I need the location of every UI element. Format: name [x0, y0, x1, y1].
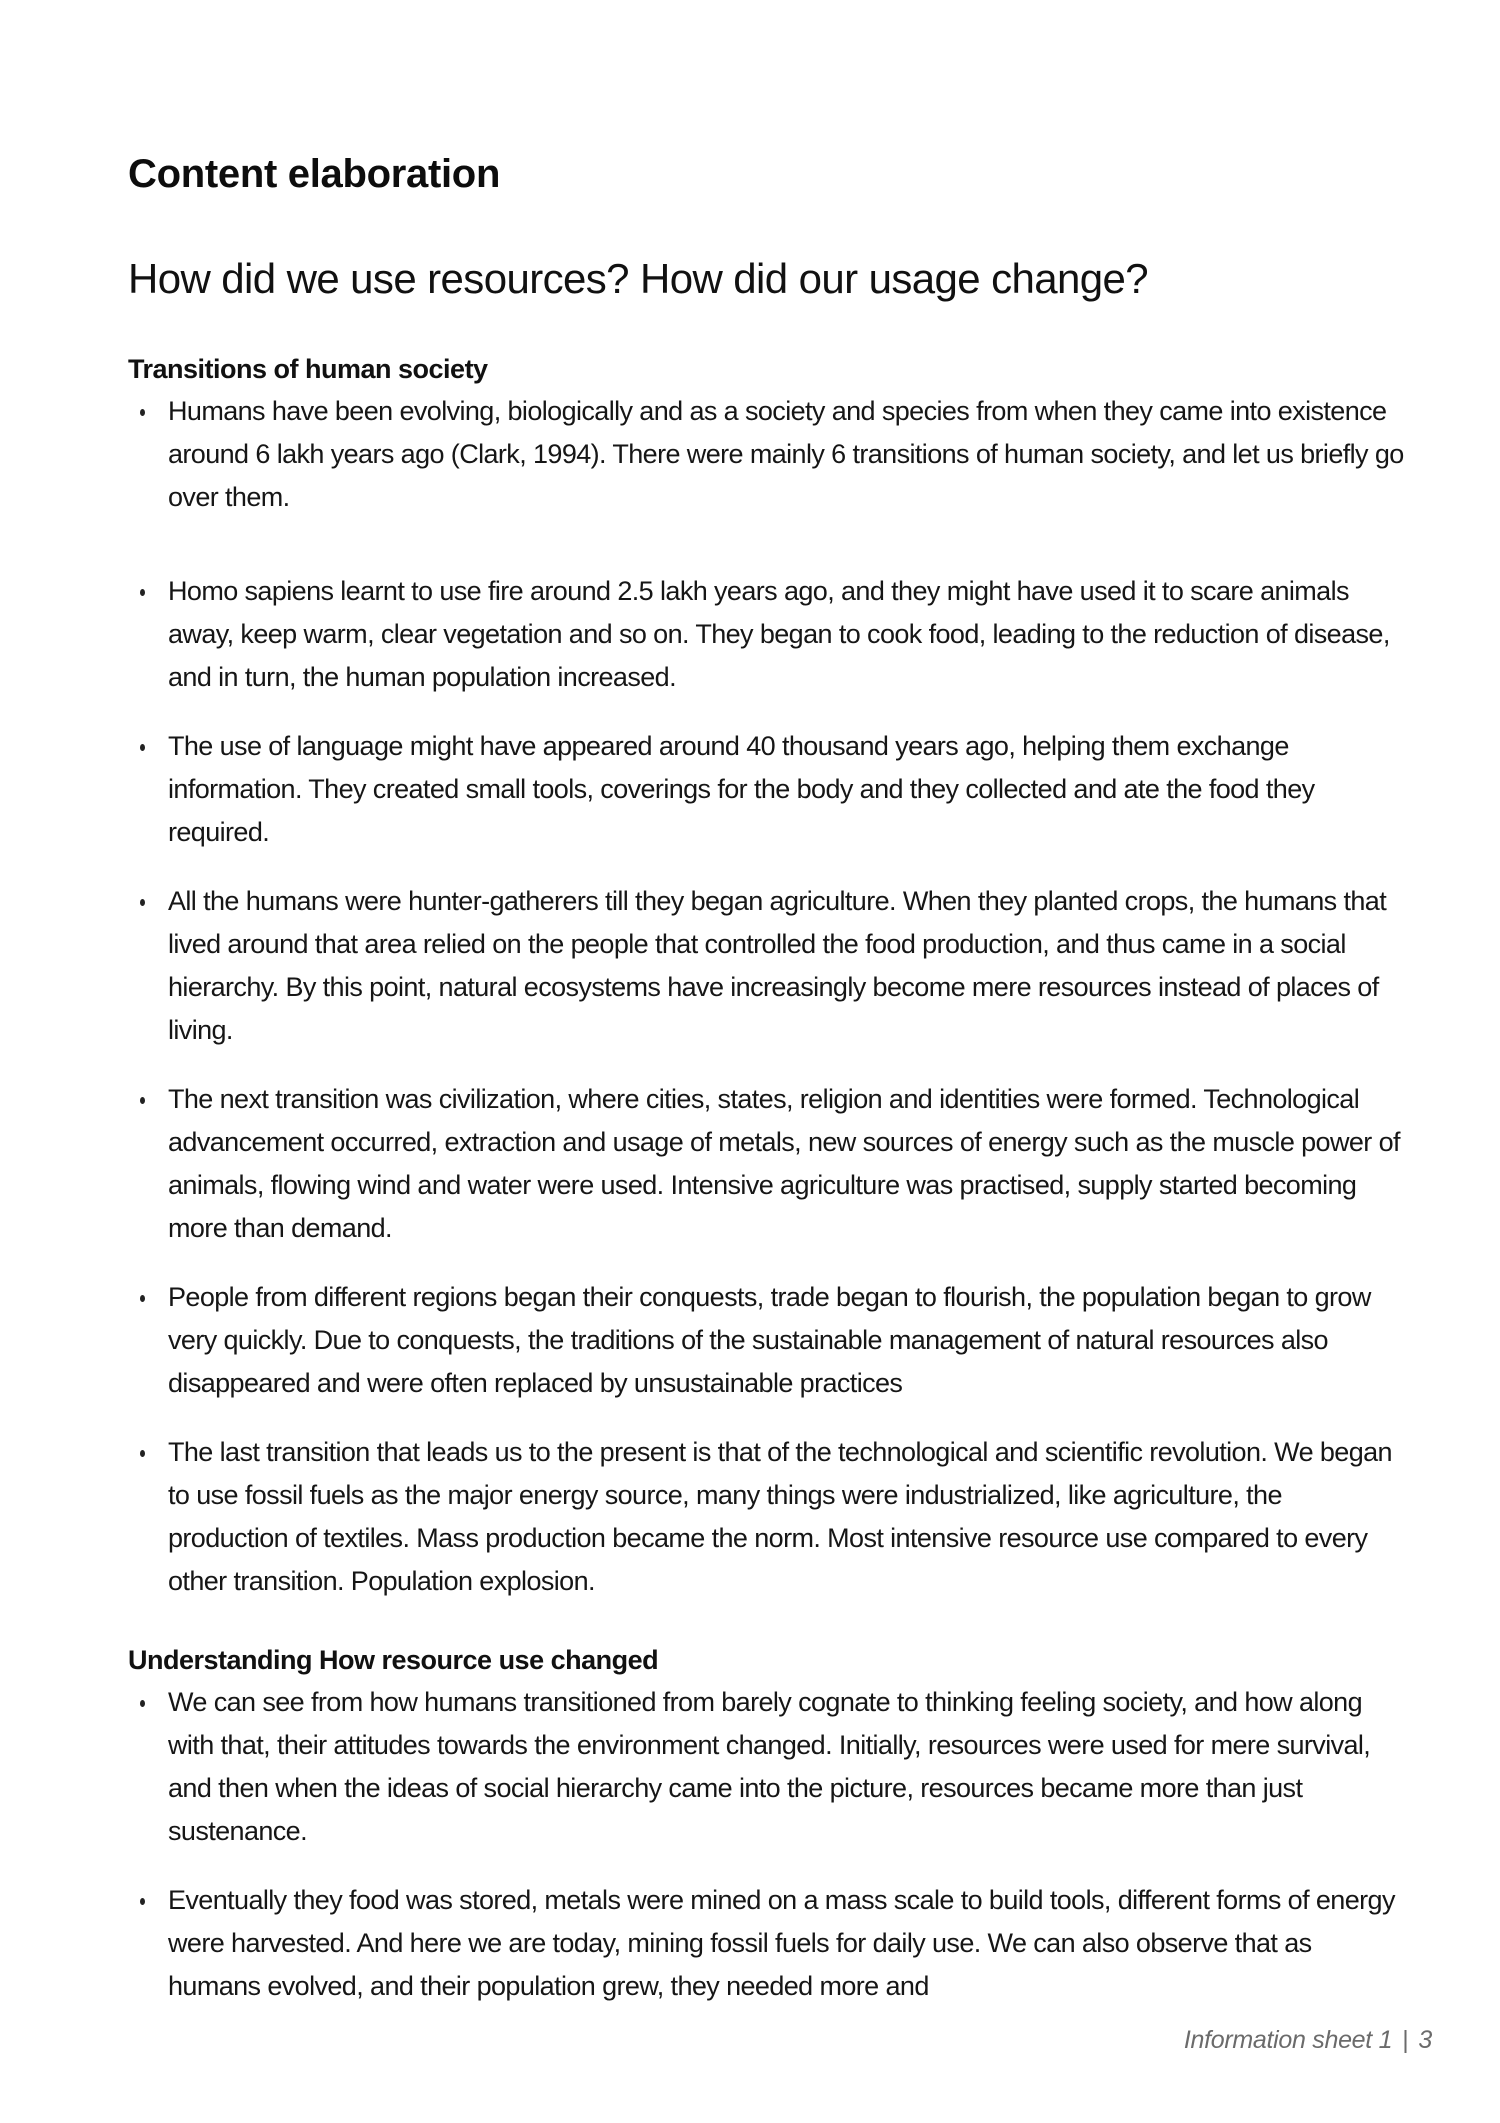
bullet-list: [128, 390, 1408, 1603]
section-heading: Transitions of human society: [128, 354, 488, 384]
list-item-text: Homo sapiens learnt to use fire around 2.5 lakh years ago, and they might have used it to scare animals away, keep warm, clear vegetation and so on. They began to cook food, leading to the reduction of disease, and in turn, the human population increased.: [168, 576, 1390, 692]
bullet-icon: [140, 899, 145, 906]
list-item: [128, 1879, 1408, 2008]
footer-separator: |: [1402, 2026, 1409, 2054]
list-item: [128, 570, 1408, 699]
page-subtitle: How did we use resources? How did our usage change?: [128, 255, 1149, 302]
list-item-text: We can see from how humans transitioned from barely cognate to thinking feeling society, and how along with that, their attitudes towards the environment changed. Initially, resources were used for mere survival, and then when the ideas of social hierarchy came into the picture, resources became more than just sustenance.: [168, 1687, 1371, 1846]
footer-label: Information sheet 1: [1183, 2026, 1393, 2054]
bullet-icon: [140, 1295, 145, 1302]
section-understanding-resource-use: [128, 1643, 1408, 2034]
section-transitions-of-human-society: [128, 352, 1408, 1629]
bullet-icon: [140, 589, 145, 596]
list-item-text: Humans have been evolving, biologically and as a society and species from when they came into existence around 6 lakh years ago (Clark, 1994). There were mainly 6 transitions of human society, and let us briefly go over them.: [168, 396, 1404, 512]
list-item: [128, 1276, 1408, 1405]
list-item-text: The last transition that leads us to the present is that of the technological and scientific revolution. We began to use fossil fuels as the major energy source, many things were industrialized, like agriculture, the production of textiles. Mass production became the norm. Most intensive resource use compared to every other transition. Population explosion.: [168, 1437, 1392, 1596]
bullet-icon: [140, 1097, 145, 1104]
list-item: [128, 880, 1408, 1052]
list-item-text: The next transition was civilization, where cities, states, religion and identities were formed. Technological advancement occurred, extraction and usage of metals, new sources of energy such as the muscle power of animals, flowing wind and water were used. Intensive agriculture was practised, supply started becoming more than demand.: [168, 1084, 1400, 1243]
bullet-icon: [140, 1700, 145, 1707]
list-item-text: People from different regions began their conquests, trade began to flourish, the population began to grow very quickly. Due to conquests, the traditions of the sustainable management of natural resources also disappeared and were often replaced by unsustainable practices: [168, 1282, 1371, 1398]
bullet-icon: [140, 1898, 145, 1905]
bullet-list: [128, 1681, 1408, 2008]
bullet-icon: [140, 744, 145, 751]
section-heading: Understanding How resource use changed: [128, 1645, 659, 1675]
bullet-icon: [140, 409, 145, 416]
list-item: [128, 1681, 1408, 1853]
list-item-text: The use of language might have appeared around 40 thousand years ago, helping them exchange information. They created small tools, coverings for the body and they collected and ate the food they required.: [168, 731, 1315, 847]
list-item-text: All the humans were hunter-gatherers till they began agriculture. When they planted crops, the humans that lived around that area relied on the people that controlled the food production, and thus came in a social hierarchy. By this point, natural ecosystems have increasingly become mere resources instead of places of living.: [168, 886, 1387, 1045]
list-item-text: Eventually they food was stored, metals were mined on a mass scale to build tools, different forms of energy were harvested. And here we are today, mining fossil fuels for daily use. We can also observe that as humans evolved, and their population grew, they needed more and: [168, 1885, 1395, 2001]
list-item: [128, 1078, 1408, 1250]
page-footer: [1184, 2026, 1432, 2055]
list-item: [128, 390, 1408, 519]
page-number: 3: [1418, 2026, 1432, 2054]
bullet-icon: [140, 1450, 145, 1457]
list-item: [128, 725, 1408, 854]
list-item: [128, 1431, 1408, 1603]
page-title: Content elaboration: [128, 152, 501, 196]
